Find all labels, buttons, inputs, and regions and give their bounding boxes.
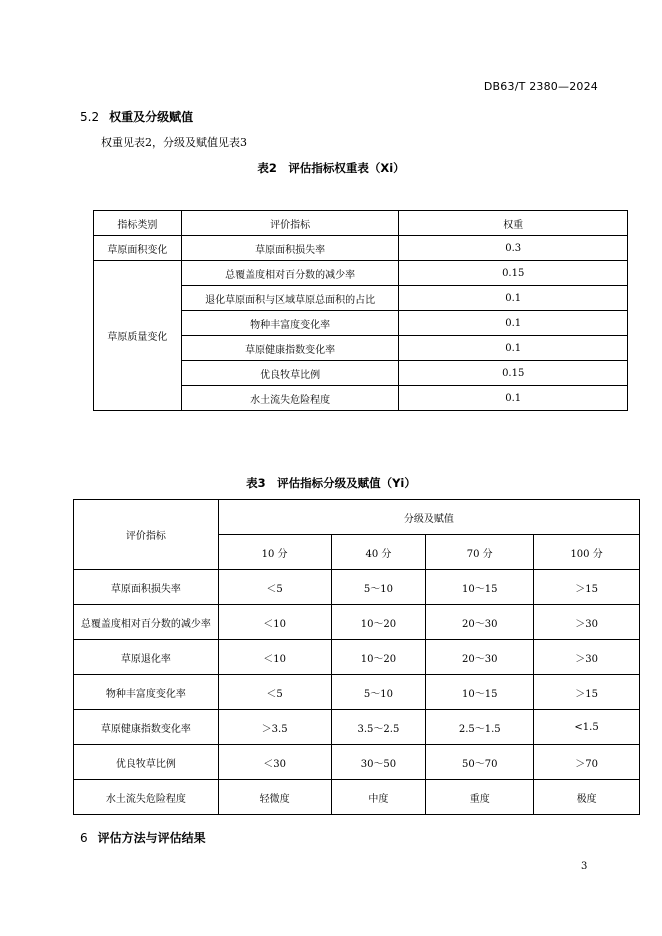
value-cell: 30～50 [331,745,426,780]
value-cell: 3.5～2.5 [331,710,426,745]
score-header-cell: 10 分 [218,535,331,570]
table-row [74,745,640,780]
value-cell: 10～15 [426,570,534,605]
grading-table [73,499,640,815]
indicator-cell: 草原健康指数变化率 [74,710,219,745]
value-cell: 5～10 [331,675,426,710]
section-number: 6 [80,831,88,845]
value-cell: 50～70 [426,745,534,780]
header-cell: 指标类别 [94,211,182,236]
indicator-cell: 物种丰富度变化率 [74,675,219,710]
value-cell: ＞3.5 [218,710,331,745]
value-cell: 轻微度 [218,780,331,815]
indicator-cell: 草原退化率 [74,640,219,675]
section-number: 5.2 [80,110,100,124]
weight-cell: 0.1 [399,336,628,361]
value-cell: 10～20 [331,640,426,675]
value-cell: ＞70 [534,745,640,780]
value-cell: ＜10 [218,605,331,640]
table-header-row [94,211,628,236]
value-cell: 5～10 [331,570,426,605]
indicator-cell: 水土流失危险程度 [181,386,399,411]
table-row [74,605,640,640]
value-cell: ＞15 [534,570,640,605]
value-cell: ＜10 [218,640,331,675]
weight-cell: 0.1 [399,311,628,336]
score-header-cell: 40 分 [331,535,426,570]
value-cell: <1.5 [534,710,640,745]
document-code: DB63/T 2380—2024 [483,80,598,93]
section-title: 评估方法与评估结果 [97,831,206,845]
weight-cell: 0.1 [399,386,628,411]
header-cell: 评价指标 [74,500,219,570]
table2-caption: 表2 评估指标权重表（Xi） [257,161,405,175]
score-header-cell: 70 分 [426,535,534,570]
table-row [74,675,640,710]
header-cell: 分级及赋值 [218,500,639,535]
indicator-cell: 物种丰富度变化率 [181,311,399,336]
indicator-cell: 优良牧草比例 [181,361,399,386]
indicator-cell: 总覆盖度相对百分数的减少率 [181,261,399,286]
value-cell: ＜30 [218,745,331,780]
weight-cell: 0.1 [399,286,628,311]
weight-cell: 0.15 [399,361,628,386]
value-cell: 10～15 [426,675,534,710]
indicator-cell: 草原面积损失率 [181,236,399,261]
value-cell: ＞30 [534,605,640,640]
table3-caption: 表3 评估指标分级及赋值（Yi） [246,476,416,490]
category-cell: 草原质量变化 [94,261,182,411]
category-cell: 草原面积变化 [94,236,182,261]
indicator-cell: 水土流失危险程度 [74,780,219,815]
value-cell: 中度 [331,780,426,815]
value-cell: 极度 [534,780,640,815]
value-cell: 2.5～1.5 [426,710,534,745]
header-cell: 权重 [399,211,628,236]
weight-table [93,210,628,411]
indicator-cell: 总覆盖度相对百分数的减少率 [74,605,219,640]
value-cell: 10～20 [331,605,426,640]
value-cell: 重度 [426,780,534,815]
section-heading [80,108,193,125]
score-header-cell: 100 分 [534,535,640,570]
section-heading [80,829,206,846]
indicator-cell: 草原健康指数变化率 [181,336,399,361]
weight-cell: 0.3 [399,236,628,261]
table-header-row [74,500,640,535]
section-text: 权重见表2，分级及赋值见表3 [101,136,247,149]
section-title: 权重及分级赋值 [109,110,194,124]
value-cell: ＞15 [534,675,640,710]
indicator-cell: 优良牧草比例 [74,745,219,780]
indicator-cell: 草原面积损失率 [74,570,219,605]
table-row [94,261,628,286]
weight-cell: 0.15 [399,261,628,286]
indicator-cell: 退化草原面积与区域草原总面积的占比 [181,286,399,311]
value-cell: ＜5 [218,675,331,710]
table-row [74,570,640,605]
table-row [74,780,640,815]
table-row [74,710,640,745]
value-cell: 20～30 [426,605,534,640]
header-cell: 评价指标 [181,211,399,236]
value-cell: 20～30 [426,640,534,675]
value-cell: ＞30 [534,640,640,675]
table-row [94,236,628,261]
value-cell: ＜5 [218,570,331,605]
page-number: 3 [581,861,588,872]
table-row [74,640,640,675]
